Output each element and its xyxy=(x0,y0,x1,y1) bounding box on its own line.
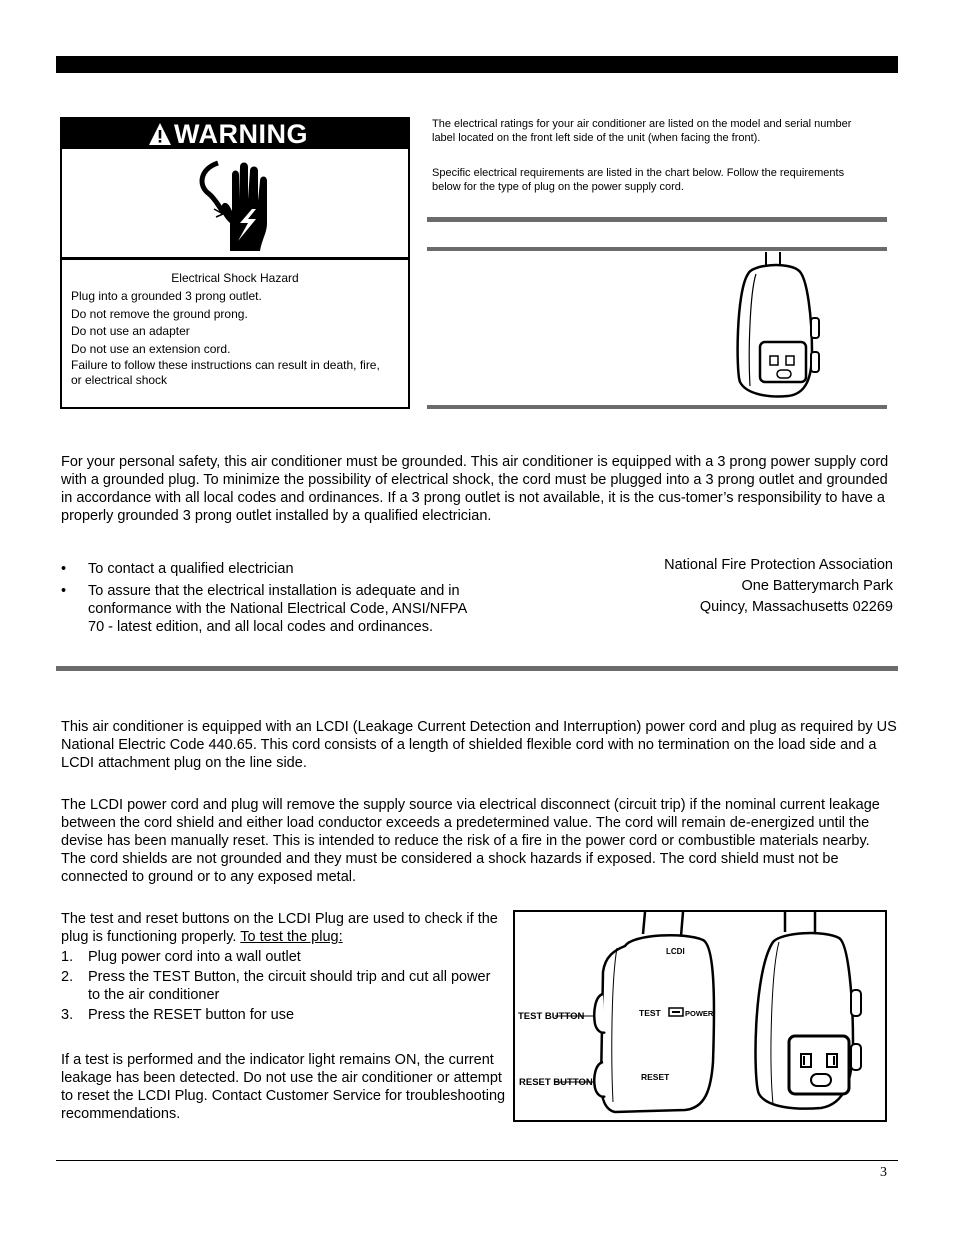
warning-divider xyxy=(62,257,408,260)
shock-hand-icon xyxy=(190,157,280,253)
warning-label: WARNING xyxy=(174,119,308,149)
nfpa-address xyxy=(664,555,893,618)
list-item: • To assure that the electrical installation is adequate and in conformance with the National Electrical Code, ANSI/NFPA 70 - latest edition, and all local codes and ordinances. xyxy=(61,582,481,636)
list-item xyxy=(61,1006,501,1024)
address-line: One Batterymarch Park xyxy=(741,578,893,594)
step-text: Plug power cord into a wall outlet xyxy=(88,949,301,965)
grounding-bullets xyxy=(61,560,481,640)
step-number: 2. xyxy=(61,969,74,985)
lcdi-figure xyxy=(515,912,885,1120)
step-text: Press the RESET button for use xyxy=(88,1007,295,1023)
ratings-paragraph-1: The electrical ratings for your air conditioner are listed on the model and serial number label located on the front left side of the unit (when facing the front). xyxy=(432,118,852,144)
warning-header xyxy=(62,119,408,149)
step-number: 3. xyxy=(61,1007,74,1023)
lcdi-paragraph-1: This air conditioner is equipped with an LCDI (Leakage Current Detection and Interruption) power cord and plug as required by US National Electric Code 440.65. This cord consists of a length of shielded flexible cord with no termination on the load side and a LCDI attachment plug on the line side. xyxy=(61,719,897,771)
chart-rule-bottom xyxy=(427,405,887,409)
warning-line: Do not use an adapter xyxy=(71,324,190,338)
section-rule xyxy=(56,666,898,671)
lcdi-paragraph-2: The LCDI power cord and plug will remove the supply source via electrical disconnect (circuit trip) if the nominal current leakage between the cord shield and either load conductor exceeds a predetermined value. The cord will remain de-energized until the devise has been manually reset. This is intended to reduce the risk of a fire in the power cord or combustible materials nearby. The cord shields are not grounded and they must be considered a shock hazards if exposed. The cord shield must not be connected to ground or to any exposed metal. xyxy=(61,797,880,885)
warning-triangle-icon xyxy=(148,122,172,146)
test-button-label: TEST BUTTON xyxy=(518,1011,585,1022)
page-number: 3 xyxy=(880,1165,887,1180)
header-bar xyxy=(56,56,898,73)
test-intro-text: The test and reset buttons on the LCDI Plug are used to check if the plug is functioning properly. xyxy=(61,911,498,945)
test-plug-heading: To test the plug: xyxy=(240,929,343,945)
warning-line: Do not remove the ground prong. xyxy=(71,307,248,321)
chart-rule-mid xyxy=(427,247,887,251)
list-item xyxy=(61,948,501,966)
plug-reset-label: RESET xyxy=(641,1072,670,1082)
list-item: • To contact a qualified electrician xyxy=(61,560,481,578)
plug-power-label: POWER xyxy=(685,1009,714,1018)
footer-rule xyxy=(56,1160,898,1161)
address-line: Quincy, Massachusetts 02269 xyxy=(699,599,893,615)
address-line: National Fire Protection Association xyxy=(664,557,893,573)
plug-lcdi-label: LCDI xyxy=(666,947,685,956)
lcdi-test-intro xyxy=(61,910,511,946)
warning-failure-text: Failure to follow these instructions can result in death, fire, or electrical shock xyxy=(71,358,380,387)
reset-button-label: RESET BUTTON xyxy=(519,1077,593,1088)
lcdi-plug-illustration xyxy=(728,252,828,398)
ratings-paragraph-2: Specific electrical requirements are listed in the chart below. Follow the requirements below for the type of plug on the power supply cord. xyxy=(432,167,845,193)
step-text: Press the TEST Button, the circuit should trip and cut all power to the air conditioner xyxy=(88,969,491,1003)
lcdi-paragraph-3: If a test is performed and the indicator light remains ON, the current leakage has been detected. Do not use the air conditioner or attempt to reset the LCDI Plug. Contact Customer Service for troubleshooting recommendations. xyxy=(61,1052,506,1122)
warning-line: Plug into a grounded 3 prong outlet. xyxy=(71,289,262,303)
step-number: 1. xyxy=(61,949,74,965)
grounding-paragraph: For your personal safety, this air conditioner must be grounded. This air conditioner is equipped with a 3 prong power supply cord with a grounded plug. To minimize the possibility of electrical shock, the cord must be plugged into a 3 prong outlet and grounded in accordance with all local codes and ordinances. If a 3 prong outlet is not available, it is the cus-tomer’s responsibility to have a properly grounded 3 prong outlet installed by a qualified electrician. xyxy=(61,454,889,524)
warning-title: Electrical Shock Hazard xyxy=(171,271,299,285)
warning-line: Do not use an extension cord. xyxy=(71,342,231,356)
list-item xyxy=(61,968,501,1004)
test-steps xyxy=(61,948,501,1026)
plug-test-label: TEST xyxy=(639,1008,661,1018)
chart-rule-top xyxy=(427,217,887,222)
